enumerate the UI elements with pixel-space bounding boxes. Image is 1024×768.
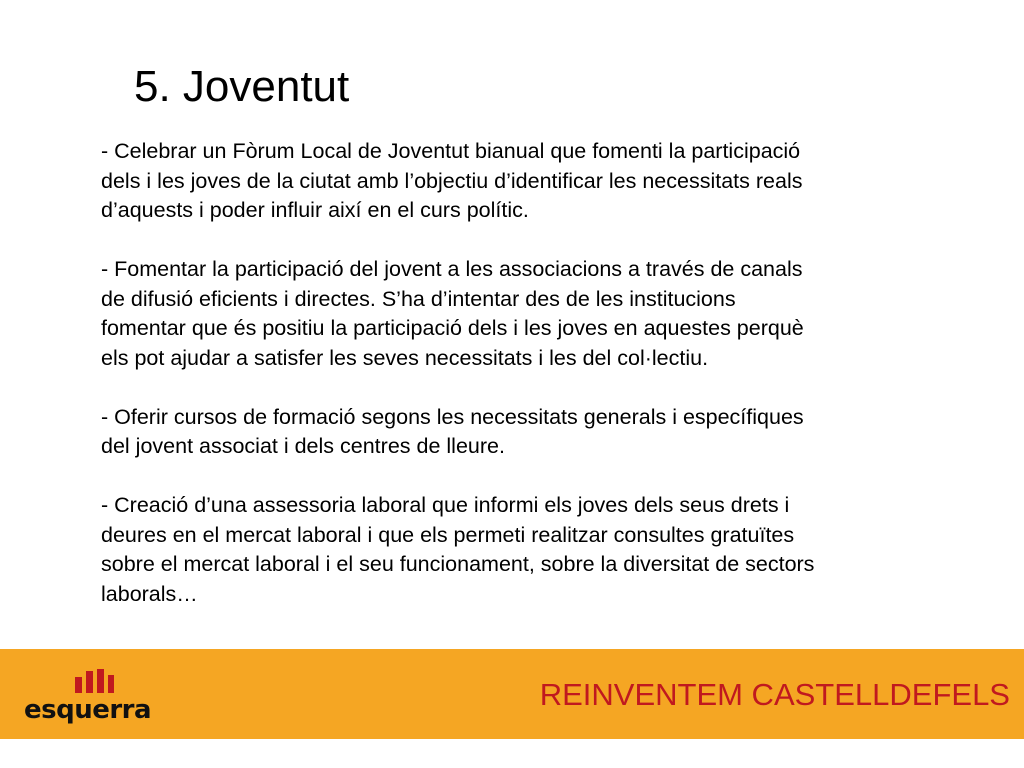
text-line: - Creació d’una assessoria laboral que informi els joves dels seus drets i — [101, 493, 790, 517]
text-line: del jovent associat i dels centres de lleure. — [101, 434, 505, 458]
bullet-paragraph — [101, 255, 971, 373]
bullet-paragraph — [101, 491, 971, 609]
text-line: fomentar que és positiu la participació dels i les joves en aquestes perquè — [101, 316, 804, 340]
text-line: deures en el mercat laboral i que els permeti realitzar consultes gratuïtes — [101, 522, 795, 547]
text-line: dels i les joves de la ciutat amb l’objectiu d’identificar les necessitats reals — [101, 168, 803, 193]
slide-title: 5. Joventut — [134, 62, 350, 111]
text-line: d’aquests i poder influir així en el curs polític. — [101, 198, 529, 222]
slogan: REINVENTEM CASTELLDEFELS — [539, 677, 1010, 712]
bullet-paragraph — [101, 403, 971, 462]
text-line: els pot ajudar a satisfer les seves necessitats i les del col·lectiu. — [101, 345, 709, 370]
text-line: laborals… — [101, 581, 198, 606]
logo-wordmark: esquerra — [24, 695, 152, 725]
text-line: - Celebrar un Fòrum Local de Joventut bianual que fomenti la participació — [101, 139, 801, 163]
text-line: - Fomentar la participació del jovent a les associacions a través de canals — [101, 257, 803, 281]
text-line: - Oferir cursos de formació segons les necessitats generals i específiques — [101, 404, 804, 429]
slide-body — [101, 137, 971, 639]
esquerra-logo — [22, 669, 152, 729]
text-line: sobre el mercat laboral i el seu funcionament, sobre la diversitat de sectors — [101, 552, 815, 576]
text-line: de difusió eficients i directes. S’ha d’intentar des de les institucions — [101, 286, 736, 311]
bullet-paragraph — [101, 137, 971, 226]
footer-bar — [0, 649, 1024, 739]
flag-stripes-icon — [73, 669, 115, 693]
